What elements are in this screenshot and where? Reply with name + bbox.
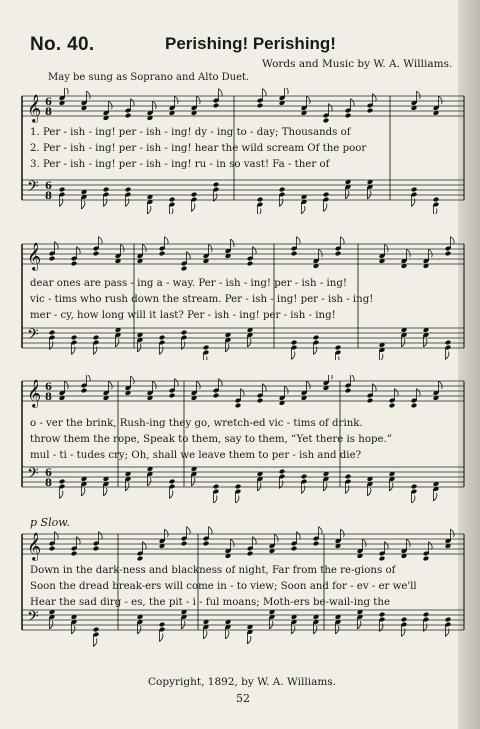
- lyric-line: Down in the dark-ness and blackness of night, Far from the re-gions of: [30, 565, 396, 576]
- svg-text:6: 6: [45, 97, 52, 108]
- svg-text:8: 8: [45, 478, 52, 489]
- treble-clef-icon: 𝄞: [27, 379, 42, 407]
- performance-note: May be sung as Soprano and Alto Duet.: [48, 72, 250, 83]
- hymn-header: [30, 34, 460, 58]
- composer-credit: Words and Music by W. A. Williams.: [262, 58, 453, 70]
- svg-text:8: 8: [45, 107, 52, 118]
- lyric-line: throw them the rope, Speak to them, say to them, “Yet there is hope.”: [30, 434, 392, 445]
- svg-text:6: 6: [45, 382, 52, 393]
- lyric-line: 1. Per - ish - ing! per - ish - ing! dy - ing to - day; Thousands of: [30, 127, 351, 138]
- treble-clef-icon: 𝄞: [27, 532, 42, 560]
- lyric-line: mer - cy, how long will it last? Per - ish - ing! per - ish - ing!: [30, 310, 336, 321]
- lyric-line: Hear the sad dirg - es, the pit - i - ful moans; Moth-ers be-wail-ing the: [30, 597, 390, 608]
- treble-clef-icon: 𝄞: [27, 94, 42, 122]
- bass-clef-icon: 𝄢: [27, 178, 39, 199]
- lyric-line: Soon the dread break-ers will come in - to view; Soon and for - ev - er we'll: [30, 581, 417, 592]
- svg-text:8: 8: [45, 392, 52, 403]
- svg-text:6: 6: [45, 181, 52, 192]
- copyright: Copyright, 1892, by W. A. Williams.: [148, 676, 337, 688]
- lyric-line: 3. Per - ish - ing! per - ish - ing! ru - in so vast! Fa - ther of: [30, 159, 330, 170]
- lyric-line: dear ones are pass - ing a - way. Per - ish - ing! per - ish - ing!: [30, 278, 347, 289]
- bass-clef-icon: 𝄢: [27, 326, 39, 347]
- hymn-title: Perishing! Perishing!: [165, 34, 336, 53]
- tempo-marking: p Slow.: [30, 516, 70, 529]
- svg-text:8: 8: [45, 191, 52, 202]
- lyric-line: vic - tims who rush down the stream. Per - ish - ing! per - ish - ing!: [30, 294, 374, 305]
- bass-clef-icon: 𝄢: [27, 465, 39, 486]
- hymn-number: No. 40.: [30, 34, 95, 55]
- lyric-line: o - ver the brink, Rush-ing they go, wretch-ed vic - tims of drink.: [30, 418, 363, 429]
- bass-clef-icon: 𝄢: [27, 608, 39, 629]
- page-number: 52: [236, 692, 250, 705]
- lyric-line: 2. Per - ish - ing! per - ish - ing! hear the wild scream Of the poor: [30, 143, 367, 154]
- treble-clef-icon: 𝄞: [27, 242, 42, 270]
- lyric-line: mul - ti - tudes cry; Oh, shall we leave them to per - ish and die?: [30, 450, 362, 461]
- svg-text:6: 6: [45, 468, 52, 479]
